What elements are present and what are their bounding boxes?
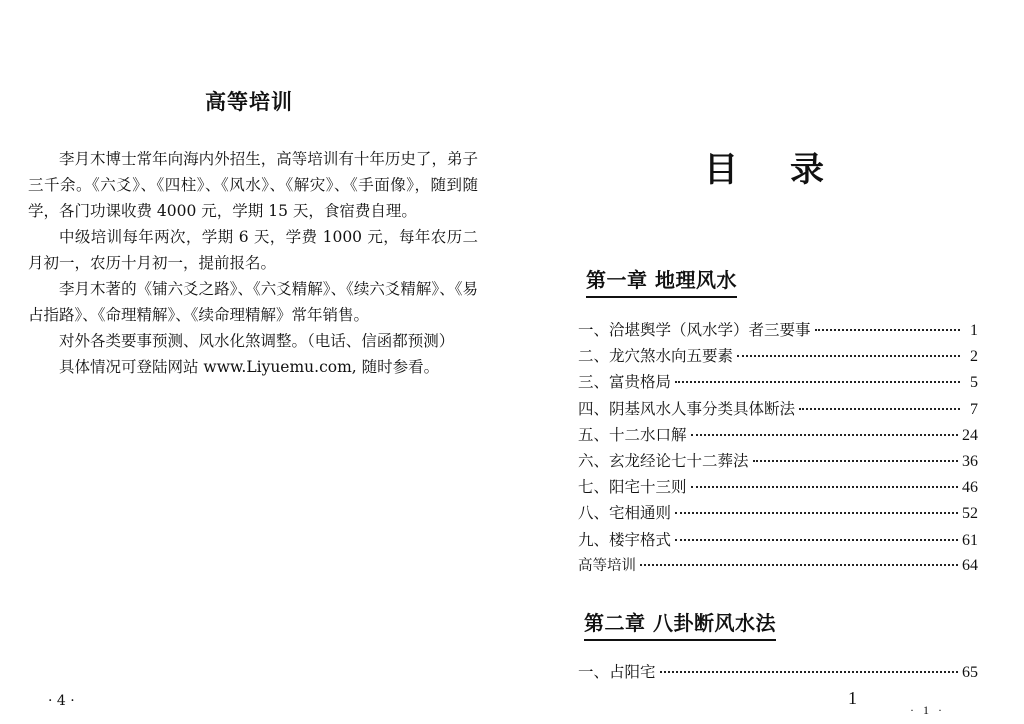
toc-entry-page: 52 [962,505,978,523]
paragraph: 对外各类要事预测、风水化煞调整。（电话、信函都预测） [59,332,455,350]
toc-entry [578,397,978,423]
paragraph: 具体情况可登陆网站 www.Liyuemu.com, 随时参看。 [59,358,440,376]
paragraph: 李月木著的《铺六爻之路》、《六爻精解》、《续六爻精解》、《易占指路》、《命理精解》、《续命理精解》常年销售。 [28,280,478,324]
toc-entry-label: 九、楼宇格式 [578,530,672,549]
toc-entry-label: 一、洽堪舆学（风水学）者三要事 [578,321,811,339]
toc-entry-label: 七、阳宅十三则 [578,478,687,497]
toc-entry-label: 六、玄龙经论七十二葬法 [578,451,749,470]
dot-leader [660,671,958,673]
page-number: 1 [848,688,857,708]
toc-entry [578,449,978,475]
page-title: 高等培训 [205,90,293,114]
toc-entry-page: 1 [970,322,978,339]
chapter-heading: 第二章 八卦断风水法 [584,607,776,641]
dot-leader [675,381,960,383]
toc-entry [578,528,978,554]
toc-entry-page: 2 [970,348,978,366]
toc-entry-label: 八、宅相通则 [578,504,672,523]
toc-title: 目录 [704,150,876,190]
toc-entry [578,554,978,580]
toc-list [578,660,978,686]
dot-leader [675,512,958,514]
toc-entry-label: 三、富贵格局 [578,373,672,392]
paragraph: 中级培训每年两次，学期 6 天，学费 1000 元，每年农历二月初一，农历十月初一，提前报名。 [28,228,478,272]
dot-leader [691,486,958,488]
toc-entry [578,660,978,686]
dot-leader [815,329,960,331]
corner-page-mark: · 1 · [910,703,945,717]
chapter-heading: 第一章 地理风水 [586,264,737,298]
toc-list [578,318,978,580]
training-text [28,146,478,380]
dot-leader [640,564,958,566]
toc-entry-label: 五、十二水口解 [578,425,687,444]
toc-entry-label: 四、阴基风水人事分类具体断法 [578,399,796,418]
toc-entry-page: 36 [962,452,978,470]
toc-entry-label: 一、占阳宅 [578,663,656,681]
page-number: · 4 · [48,693,75,709]
toc-entry-page: 7 [970,400,978,418]
toc-entry [578,318,978,344]
toc-entry-page: 64 [962,556,978,574]
toc-entry [578,501,978,527]
dot-leader [691,434,958,436]
dot-leader [799,408,960,410]
toc-entry [578,370,978,396]
paragraph: 李月木博士常年向海内外招生，高等培训有十年历史了，弟子三千余。《六爻》、《四柱》、《风水》、《解灾》、《手面像》，随到随学，各门功课收费 4000 元，学期 15 天，食宿费自理。 [28,150,478,220]
right-page [512,0,1024,724]
toc-entry-page: 46 [962,479,978,497]
toc-entry-page: 24 [962,426,978,444]
toc-entry-label: 高等培训 [578,557,636,574]
dot-leader [675,539,958,541]
toc-entry [578,423,978,449]
toc-entry-page: 61 [962,531,978,549]
toc-entry [578,344,978,370]
toc-entry-label: 二、龙穴煞水向五要素 [578,347,734,366]
toc-entry-page: 65 [962,664,978,681]
toc-entry [578,475,978,501]
dot-leader [737,355,960,357]
dot-leader [753,460,958,462]
toc-entry-page: 5 [970,374,978,392]
